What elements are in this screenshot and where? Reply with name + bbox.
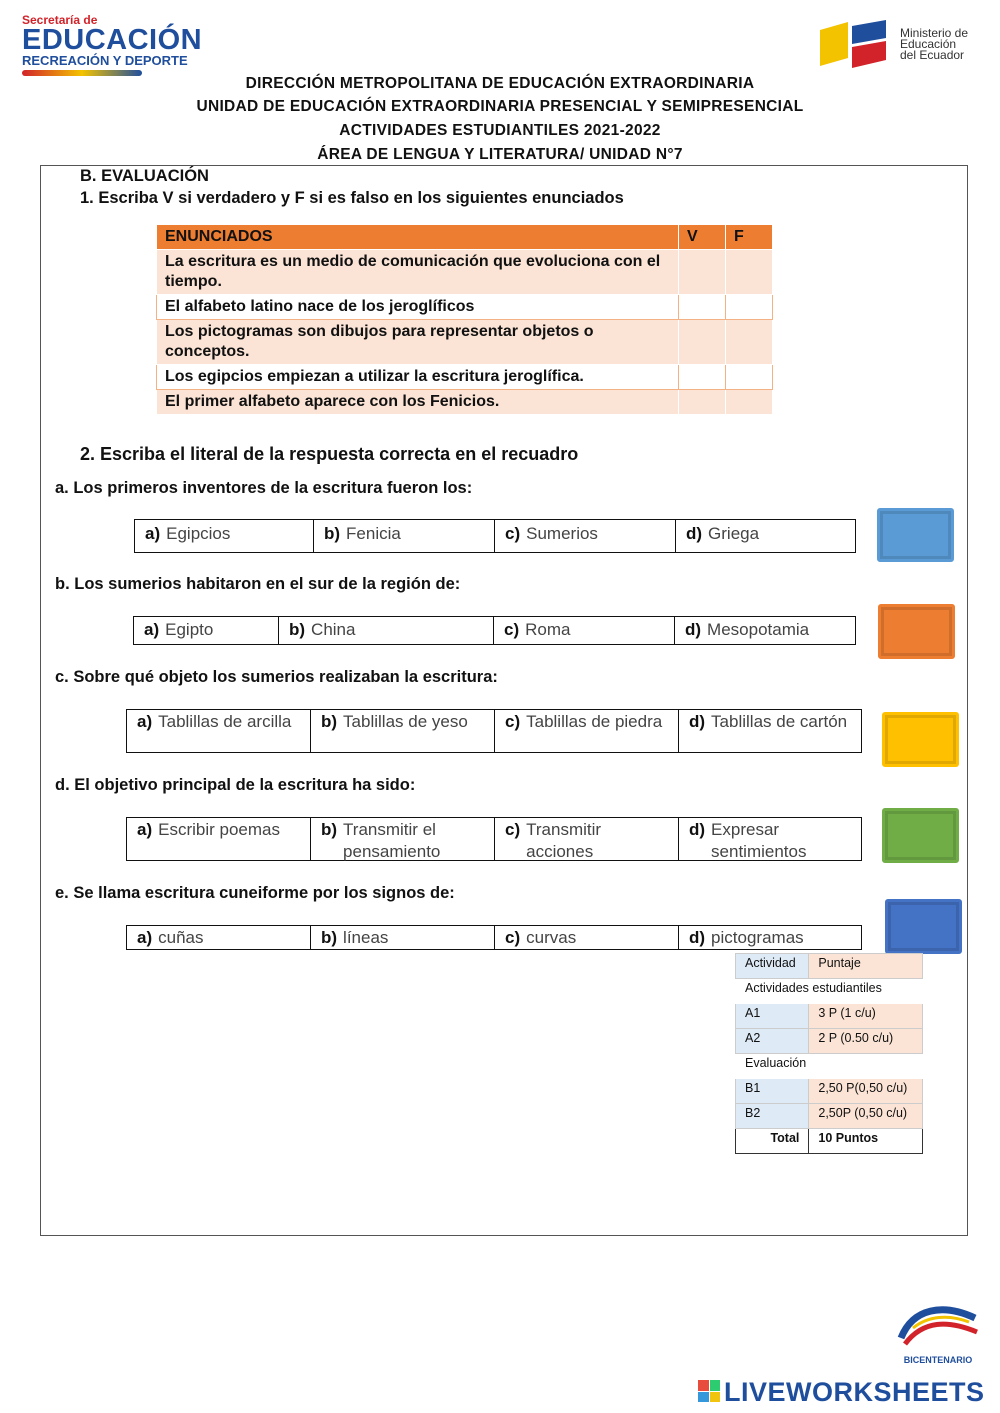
option-text: Tablillas de yeso: [343, 712, 468, 731]
question-2-title: 2. Escriba el literal de la respuesta correcta en el recuadro: [80, 444, 579, 464]
option-a: [134, 617, 279, 644]
option-letter: a): [137, 820, 153, 839]
option-b: [311, 818, 495, 860]
question-1-title: 1. Escriba V si verdadero y F si es falso en los siguientes enunciados: [80, 189, 624, 207]
question-e-options: [126, 925, 862, 950]
question-d-prompt: d. El objetivo principal de la escritura ha sido:: [55, 776, 416, 794]
option-text: Tablillas de cartón: [711, 712, 848, 731]
option-letter: c): [505, 712, 521, 731]
ministerio-line: del Ecuador: [900, 48, 965, 62]
option-letter: b): [321, 712, 338, 731]
score-cell: 2 P (0.50 c/u): [809, 1029, 923, 1054]
option-text: Transmitir acciones: [526, 820, 602, 861]
option-letter: b): [321, 820, 338, 839]
option-letter: b): [289, 620, 306, 639]
option-text: líneas: [343, 928, 389, 947]
question-d-options: [126, 817, 862, 861]
option-letter: d): [686, 524, 703, 543]
option-text: Transmitir el pensamiento: [343, 820, 441, 861]
statement: Los egipcios empiezan a utilizar la escritura jeroglífica.: [157, 365, 679, 390]
option-letter: b): [324, 524, 341, 543]
answer-v-cell[interactable]: [679, 390, 726, 415]
option-letter: b): [321, 928, 338, 947]
question-b-options: [133, 616, 856, 645]
option-text: Egipto: [165, 620, 214, 639]
ministerio-line: Educación: [900, 37, 957, 51]
score-total-value: 10 Puntos: [809, 1129, 923, 1154]
statement: El alfabeto latino nace de los jeroglíficos: [157, 295, 679, 320]
true-false-table: [156, 224, 773, 415]
ministerio-line: Ministerio de: [900, 26, 969, 40]
score-header-activity: Actividad: [736, 954, 809, 979]
option-a: [135, 520, 314, 552]
option-d: [679, 710, 861, 752]
score-cell: B2: [736, 1104, 809, 1129]
col-enunciados: ENUNCIADOS: [157, 225, 679, 250]
score-cell: A2: [736, 1029, 809, 1054]
col-f: F: [726, 225, 773, 250]
answer-f-cell[interactable]: [726, 295, 773, 320]
answer-f-cell[interactable]: [726, 390, 773, 415]
header-line: DIRECCIÓN METROPOLITANA DE EDUCACIÓN EXTRAORDINARIA: [245, 75, 755, 92]
logo-line-3: RECREACIÓN Y DEPORTE: [22, 53, 188, 68]
score-total-label: Total: [736, 1129, 809, 1154]
answer-box-a[interactable]: [877, 508, 954, 562]
statement: La escritura es un medio de comunicación que evoluciona con el tiempo.: [157, 250, 679, 295]
score-group: Actividades estudiantiles: [736, 979, 923, 1004]
table-row: [736, 954, 923, 979]
option-letter: a): [137, 712, 153, 731]
option-text: cuñas: [158, 928, 204, 947]
option-letter: a): [144, 620, 160, 639]
secretaria-logo: [22, 14, 204, 76]
option-letter: c): [505, 928, 521, 947]
option-letter: d): [685, 620, 702, 639]
answer-box-d[interactable]: [882, 808, 959, 863]
option-letter: c): [505, 820, 521, 839]
table-row: [736, 979, 923, 1004]
option-text: pictogramas: [711, 928, 804, 947]
section-title: B. EVALUACIÓN: [80, 167, 209, 185]
table-row: [736, 1054, 923, 1079]
answer-f-cell[interactable]: [726, 320, 773, 365]
question-a-options: [134, 519, 856, 553]
option-text: Expresar sentimientos: [711, 820, 807, 861]
score-cell: 3 P (1 c/u): [809, 1004, 923, 1029]
answer-v-cell[interactable]: [679, 250, 726, 295]
ministerio-logo: [818, 20, 988, 72]
col-v: V: [679, 225, 726, 250]
option-c: [495, 818, 679, 860]
option-c: [495, 520, 676, 552]
option-d: [679, 926, 861, 949]
option-letter: a): [137, 928, 153, 947]
question-c-prompt: c. Sobre qué objeto los sumerios realizaban la escritura:: [55, 668, 498, 686]
bicentenario-text: BICENTENARIO: [903, 1355, 973, 1365]
score-table: [735, 953, 923, 1154]
answer-v-cell[interactable]: [679, 365, 726, 390]
table-row: [157, 320, 773, 365]
option-text: Tablillas de arcilla: [158, 712, 292, 731]
option-b: [314, 520, 495, 552]
header-line: ACTIVIDADES ESTUDIANTILES 2021-2022: [339, 122, 661, 139]
question-a-prompt: a. Los primeros inventores de la escritura fueron los:: [55, 479, 473, 497]
score-cell: 2,50 P(0,50 c/u): [809, 1079, 923, 1104]
option-text: Roma: [525, 620, 571, 639]
table-header-row: [157, 225, 773, 250]
answer-v-cell[interactable]: [679, 295, 726, 320]
option-text: Mesopotamia: [707, 620, 810, 639]
option-letter: d): [689, 712, 706, 731]
option-c: [495, 710, 679, 752]
option-letter: d): [689, 820, 706, 839]
table-row: [157, 365, 773, 390]
table-row: [736, 1029, 923, 1054]
option-text: curvas: [526, 928, 577, 947]
option-text: Sumerios: [526, 524, 598, 543]
option-c: [495, 926, 679, 949]
score-cell: A1: [736, 1004, 809, 1029]
option-b: [279, 617, 494, 644]
option-text: Fenicia: [346, 524, 401, 543]
option-text: Egipcios: [166, 524, 231, 543]
option-a: [127, 710, 311, 752]
question-b-prompt: b. Los sumerios habitaron en el sur de la región de:: [55, 575, 461, 593]
option-text: Escribir poemas: [158, 820, 280, 839]
bicentenario-emblem-icon: [893, 1298, 983, 1350]
table-row: [157, 250, 773, 295]
option-d: [679, 818, 861, 860]
answer-f-cell[interactable]: [726, 250, 773, 295]
score-cell: B1: [736, 1079, 809, 1104]
option-d: [676, 520, 855, 552]
statement: El primer alfabeto aparece con los Fenicios.: [157, 390, 679, 415]
option-letter: a): [145, 524, 161, 543]
header-line: UNIDAD DE EDUCACIÓN EXTRAORDINARIA PRESENCIAL Y SEMIPRESENCIAL: [196, 98, 804, 115]
table-row: [736, 1079, 923, 1104]
liveworksheets-brand: LIVEWORKSHEETS: [724, 1377, 985, 1407]
answer-f-cell[interactable]: [726, 365, 773, 390]
option-letter: c): [504, 620, 520, 639]
option-a: [127, 818, 311, 860]
answer-box-e[interactable]: [885, 899, 962, 954]
header-line: ÁREA DE LENGUA Y LITERATURA/ UNIDAD N°7: [317, 146, 683, 163]
question-c-options: [126, 709, 862, 753]
logo-line-2: EDUCACIÓN: [22, 24, 203, 56]
answer-v-cell[interactable]: [679, 320, 726, 365]
table-row: [157, 295, 773, 320]
option-letter: c): [505, 524, 521, 543]
option-text: Griega: [708, 524, 760, 543]
option-text: China: [311, 620, 356, 639]
option-text: Tablillas de piedra: [526, 712, 663, 731]
bicentenario-logo: [893, 1298, 983, 1368]
option-letter: d): [689, 928, 706, 947]
table-row: [157, 390, 773, 415]
logo-line-1: Secretaría de: [22, 13, 98, 27]
ecuador-flag-icon: [818, 20, 888, 70]
score-header-points: Puntaje: [809, 954, 923, 979]
question-e-prompt: e. Se llama escritura cuneiforme por los signos de:: [55, 884, 455, 902]
ministerio-text: [900, 28, 968, 61]
statement: Los pictogramas son dibujos para representar objetos o conceptos.: [157, 320, 679, 365]
option-c: [494, 617, 675, 644]
table-row: [736, 1004, 923, 1029]
score-cell: 2,50P (0,50 c/u): [809, 1104, 923, 1129]
score-group: Evaluación: [736, 1054, 923, 1079]
answer-box-b[interactable]: [878, 604, 955, 659]
answer-box-c[interactable]: [882, 712, 959, 767]
option-d: [675, 617, 855, 644]
liveworksheets-icon: [698, 1380, 720, 1402]
table-row: [736, 1129, 923, 1154]
option-b: [311, 710, 495, 752]
option-b: [311, 926, 495, 949]
table-row: [736, 1104, 923, 1129]
option-a: [127, 926, 311, 949]
